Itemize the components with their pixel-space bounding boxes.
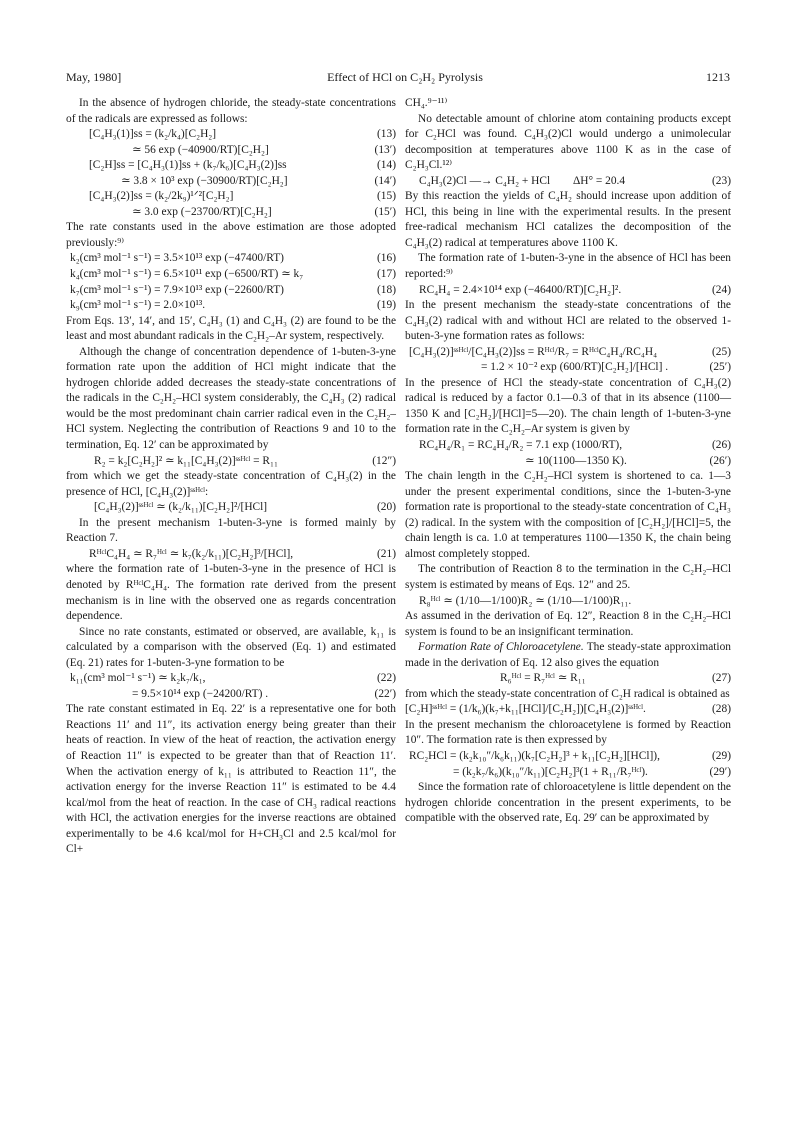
equation-13-prime: ≃ 56 exp (−40900/RT)[C₂H₂] (13′) xyxy=(132,143,396,156)
paragraph: Since no rate constants, estimated or observed, are available, k₁₁ is calculated by a comparison with the observed (Eq. 1) and estimated (Eq. 21) rates for 1-buten-3-yne formation to be xyxy=(66,625,396,669)
paragraph: As assumed in the derivation of Eq. 12″, Reaction 8 in the C₂H₂–HCl system is found to be an insignificant termination. xyxy=(405,610,731,638)
equation-r8: R₈ᴴᶜˡ ≃ (1/10—1/100)R₂ ≃ (1/10—1/100)R₁₁. xyxy=(419,594,632,607)
paragraph xyxy=(405,640,731,671)
equation-14-prime: ≃ 3.8 × 10³ exp (−30900/RT)[C₂H₂] (14′) xyxy=(121,174,396,187)
paragraph: from which we get the steady-state concentration of C₄H₃(2) in the presence of HCl, [C₄H₃(2)]ˢˢᴴᶜˡ: xyxy=(66,470,396,498)
equation-15-prime: ≃ 3.0 exp (−23700/RT)[C₂H₂] (15′) xyxy=(132,205,396,218)
equation-17: k₄(cm³ mol⁻¹ s⁻¹) = 6.5×10¹¹ exp (−6500/RT) ≃ k₇ (17) xyxy=(70,268,396,281)
equation-26-prime: ≃ 10(1100—1350 K). (26′) xyxy=(525,454,731,467)
paragraph: From Eqs. 13′, 14′, and 15′, C₄H₃ (1) and C₄H₃ (2) are found to be the least and most abundant radicals in the C₂H₂–Ar system, respectively. xyxy=(66,314,396,343)
equation-24: RC₄H₄ = 2.4×10¹⁴ exp (−46400/RT)[C₂H₂]². (24) xyxy=(419,283,731,296)
paragraph: The formation rate of 1-buten-3-yne in the absence of HCl has been reported:⁹⁾ xyxy=(405,252,731,281)
paragraph: In the presence of HCl the steady-state concentration of C₄H₃(2) radical is reduced by a factor 0.1—0.3 of that in its absence (1100—1350 K and [C₂H₂]/[HCl]=5—20). The chain length of 1-buten-3-yne formation rate in the C₂H₂–Ar system is given by xyxy=(405,376,731,436)
paragraph: from which the steady-state concentration of C₂H radical is obtained as xyxy=(405,687,730,700)
equation-18: k₇(cm³ mol⁻¹ s⁻¹) = 7.9×10¹³ exp (−22600/RT) (18) xyxy=(70,283,396,296)
paragraph: The chain length in the C₂H₂–HCl system is shortened to ca. 1—3 under the present experimental conditions, since the 1-buten-3-yne formation rate is proportional to the steady-state concentration of C₄H₃ (2) radical. In the system with the composition of [C₂H₂]/[HCl]=5, the chain length is ca. 1.0 at temperatures 1100—1350 K, the chain being almost completely stopped. xyxy=(405,470,731,560)
paragraph: In the present mechanism the steady-state concentrations of the C₄H₃(2) radical with and without HCl are related to the observed 1-buten-3-yne formation rates as follows: xyxy=(405,299,731,343)
paragraph: The rate constants used in the above estimation are those adopted previously:⁹⁾ xyxy=(66,221,396,249)
paragraph: where the formation rate of 1-buten-3-yne in the presence of HCl is denoted by RᴴᶜˡC₄H₄. The formation rate derived from the present mechanism is in line with the observed one as regards concentration dependence. xyxy=(66,563,396,623)
paragraph: By this reaction the yields of C₄H₂ should increase upon addition of HCl, this being in line with the experimental results. In the present free-radical mechanism HCl catalizes the decomposition of the C₄H₃(2) radical at temperatures above 1100 K. xyxy=(405,190,731,249)
section-title: Formation Rate of Chloroacetylene. xyxy=(418,641,584,654)
right-column xyxy=(405,96,731,827)
equation-25-prime: = 1.2 × 10⁻² exp (600/RT)[C₂H₂]/[HCl] . (25′) xyxy=(481,361,731,374)
equation-27: R₆ᴴᶜˡ = R₇ᴴᶜˡ ≃ R₁₁ (27) xyxy=(500,672,731,685)
paragraph: The contribution of Reaction 8 to the termination in the C₂H₂–HCl system is estimated by means of Eqs. 12″ and 25. xyxy=(405,563,731,591)
left-column xyxy=(66,96,396,858)
equation-25: [C₄H₃(2)]ˢˢᴴᶜˡ/[C₄H₃(2)]ss = Rᴴᶜˡ/R₇ = RᴴᶜˡC₄H₄/RC₄H₄ (25) xyxy=(409,345,731,358)
page-number: 1213 xyxy=(706,70,730,84)
paragraph: No detectable amount of chlorine atom containing products except for C₂HCl was found. C₄H₃(2)Cl would undergo a unimolecular decomposition at temperatures above 1100 K as in the case of C₂H₃Cl.¹²⁾ xyxy=(405,112,731,172)
paragraph: In the absence of hydrogen chloride, the steady-state concentrations of the radicals are expressed as follows: xyxy=(66,97,396,125)
equation-14: [C₂H]ss = [C₄H₃(1)]ss + (k₇/k₆)[C₄H₃(2)]ss (14) xyxy=(89,159,396,172)
equation-22-prime: = 9.5×10¹⁴ exp (−24200/RT) . (22′) xyxy=(132,687,396,700)
equation-13: [C₄H₃(1)]ss = (k₂/k₄)[C₂H₂] (13) xyxy=(89,128,396,141)
paragraph: Since the formation rate of chloroacetylene is little dependent on the hydrogen chloride concentration in the present experiments, to be compatible with the observed rate, Eq. 29′ can be approximated by xyxy=(405,781,731,825)
equation-19: k₉(cm³ mol⁻¹ s⁻¹) = 2.0×10¹³. (19) xyxy=(70,299,396,312)
paragraph: In the present mechanism 1-buten-3-yne is formed mainly by Reaction 7. xyxy=(66,516,396,545)
equation-26: RC₄H₄/R₁ = RC₄H₄/R₂ = 7.1 exp (1000/RT), (26) xyxy=(419,439,731,452)
paragraph: CH₄.⁹⁻¹¹⁾ xyxy=(405,97,448,109)
equation-20: [C₄H₃(2)]ˢˢᴴᶜˡ ≃ (k₂/k₁₁)[C₂H₂]²/[HCl] (20) xyxy=(94,501,396,514)
section-text: The steady-state approximation made in the derivation of Eq. 12 also gives the equation xyxy=(405,641,731,669)
equation-29: RC₂HCl = (k₂k₁₀″/k₆k₁₁)(k₇[C₂H₂]³ + k₁₁[C₂H₂][HCl]), (29) xyxy=(409,749,731,762)
equation-16: k₂(cm³ mol⁻¹ s⁻¹) = 3.5×10¹³ exp (−47400/RT) (16) xyxy=(70,252,396,265)
paragraph: In the present mechanism the chloroacetylene is formed by Reaction 10″. The formation rate is then expressed by xyxy=(405,718,731,747)
running-header-date: May, 1980] xyxy=(66,70,122,84)
equation-28: [C₂H]ˢˢᴴᶜˡ = (1/k₆)(k₇+k₁₁[HCl]/[C₂H₂])[C₄H₃(2)]ˢˢᴴᶜˡ. (28) xyxy=(405,703,731,716)
equation-23: C₄H₃(2)Cl —→ C₄H₂ + HCl ΔH° = 20.4 (23) xyxy=(419,174,731,187)
paragraph: Although the change of concentration dependence of 1-buten-3-yne formation rate upon the addition of HCl might indicate that the hydrogen chloride added decreases the steady-state concentrations of the radicals in the C₂H₂–HCl system considerably, the C₄H₃ (2) radical would be the most predominant chain carrier radical even in the C₂H₂–HCl system. Neglecting the contribution of Reactions 9 and 10 to the termination, Eq. 12′ can be approximated by xyxy=(66,345,396,452)
equation-21: RᴴᶜˡC₄H₄ ≃ R₇ᴴᶜˡ ≃ k₇(k₂/k₁₁)[C₂H₂]³/[HCl], (21) xyxy=(89,547,396,560)
equation-15: [C₄H₃(2)]ss = (k₂/2k₉)¹ᐟ²[C₂H₂] (15) xyxy=(89,190,396,203)
equation-29-prime: = (k₂k₇/k₆)(k₁₀″/k₁₁)[C₂H₂]³(1 + R₁₁/R₇ᴴᶜˡ). (29′) xyxy=(453,765,731,778)
running-header-title: Effect of HCl on C₂H₂ Pyrolysis xyxy=(327,70,483,84)
paragraph: The rate constant estimated in Eq. 22′ is a representative one for both Reactions 11′ and 11″, its activation energy being greater than their heats of reaction. In view of the heat of reaction, the activation energy of Reaction 11″ is expected to be greater than that of Reaction 11′. When the activation energy of k₁₁ is attributed to Reaction 11″, the activation energy for the inverse Reaction 11″ is estimated to be 4.4 kcal/mol from the heat of reaction. In the case of CH₃ radical reactions with HCl, the activation energies for the inverse reactions are obtained experimentally to be 4.6 kcal/mol for H+CH₃Cl and 2.5 kcal/mol for Cl+ xyxy=(66,703,396,856)
equation-22: k₁₁(cm³ mol⁻¹ s⁻¹) ≃ k₂k₇/k₁, (22) xyxy=(70,672,396,685)
equation-12-double-prime: R₂ = k₂[C₂H₂]² ≃ k₁₁[C₄H₃(2)]ˢˢᴴᶜˡ = R₁₁ (12″) xyxy=(94,454,396,467)
